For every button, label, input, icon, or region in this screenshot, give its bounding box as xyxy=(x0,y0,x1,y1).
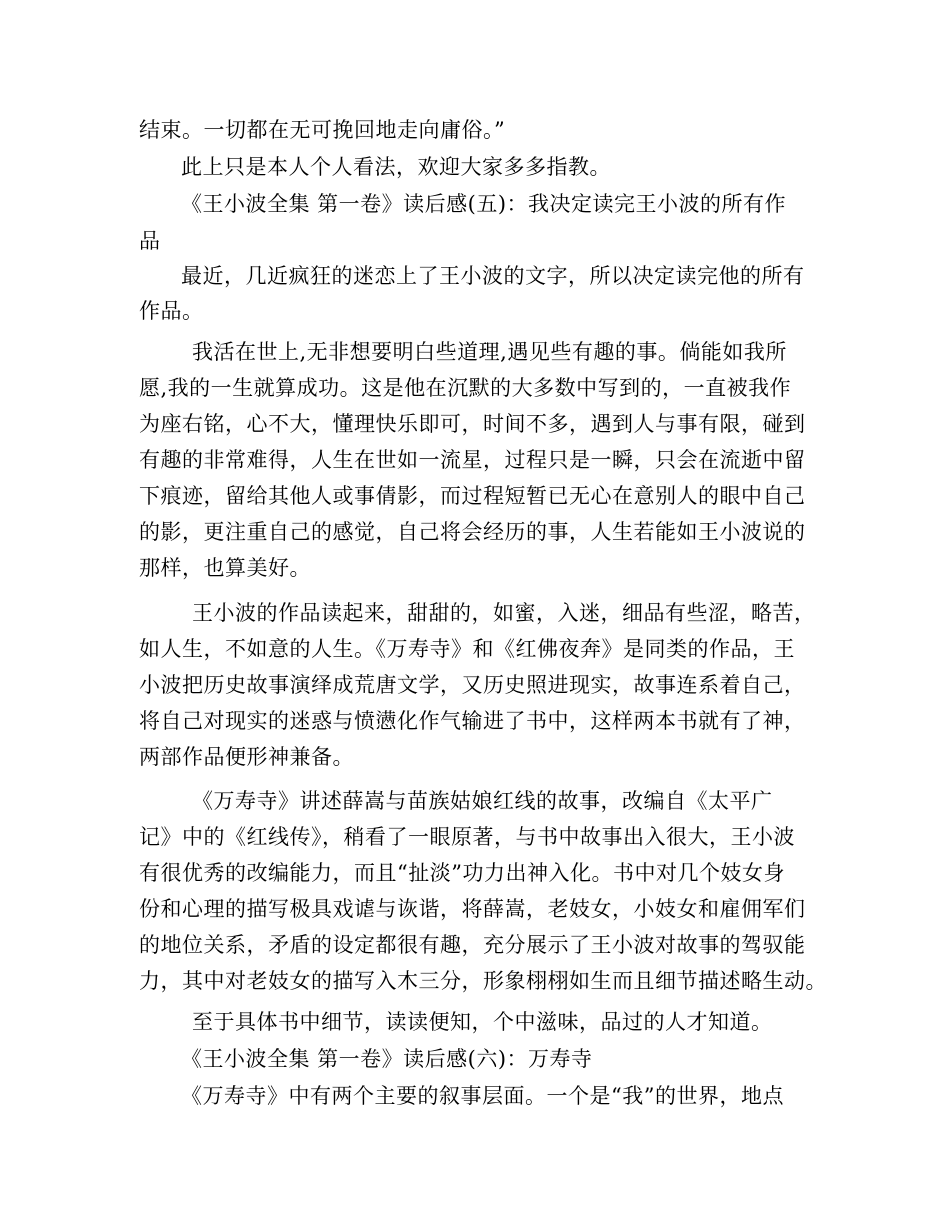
text-line: 《万寿寺》讲述薛嵩与苗族姑娘红线的故事，改编自《太平广 xyxy=(192,789,773,813)
text-line: 《万寿寺》中有两个主要的叙事层面。一个是“我”的世界，地点 xyxy=(181,1084,784,1108)
text-line: 力，其中对老妓女的描写入木三分，形象栩栩如生而且细节描述略生动。 xyxy=(139,969,827,993)
text-line: 为座右铭，心不大，懂理快乐即可，时间不多，遇到人与事有限，碰到 xyxy=(139,412,806,436)
section-heading: 《王小波全集 第一卷》读后感(五)：我决定读完王小波的所有作 xyxy=(181,192,787,216)
text-line: 两部作品便形神兼备。 xyxy=(139,745,354,769)
text-line: 至于具体书中细节，读读便知，个中滋味，品过的人才知道。 xyxy=(192,1010,773,1034)
text-line: 小波把历史故事演绎成荒唐文学，又历史照进现实，故事连系着自己， xyxy=(139,673,806,697)
text-line: 那样，也算美好。 xyxy=(139,556,311,580)
text-line: 的影，更注重自己的感觉，自己将会经历的事，人生若能如王小波说的 xyxy=(139,520,806,544)
text-line: 的地位关系，矛盾的设定都很有趣，充分展示了王小波对故事的驾驭能 xyxy=(139,933,806,957)
text-line: 最近，几近疯狂的迷恋上了王小波的文字，所以决定读完他的所有 xyxy=(181,264,805,288)
text-line: 作品。 xyxy=(139,299,204,323)
section-heading-continued: 品 xyxy=(139,229,161,253)
text-line: 份和心理的描写极具戏谑与诙谐，将薛嵩，老妓女，小妓女和雇佣军们 xyxy=(139,897,806,921)
text-line: 此上只是本人个人看法，欢迎大家多多指教。 xyxy=(181,155,611,179)
text-line: 结束。一切都在无可挽回地走向庸俗。” xyxy=(139,118,506,142)
text-line: 我活在世上,无非想要明白些道理,遇见些有趣的事。倘能如我所 xyxy=(192,340,787,364)
text-line: 有很优秀的改编能力，而且“扯淡”功力出神入化。书中对几个妓女身 xyxy=(139,861,785,885)
text-line: 王小波的作品读起来，甜甜的，如蜜，入迷，细品有些涩，略苦， xyxy=(192,601,816,625)
section-heading: 《王小波全集 第一卷》读后感(六)：万寿寺 xyxy=(181,1047,593,1071)
text-line: 记》中的《红线传》，稍看了一眼原著，与书中故事出入很大，王小波 xyxy=(139,825,795,849)
text-line: 下痕迹，留给其他人或事倩影，而过程短暂已无心在意别人的眼中自己 xyxy=(139,484,806,508)
text-line: 将自己对现实的迷惑与愤懑化作气输进了书中，这样两本书就有了神， xyxy=(139,709,806,733)
text-line: 愿,我的一生就算成功。这是他在沉默的大多数中写到的，一直被我作 xyxy=(139,376,792,400)
text-line: 有趣的非常难得，人生在世如一流星，过程只是一瞬，只会在流逝中留 xyxy=(139,448,806,472)
text-line: 如人生，不如意的人生。《万寿寺》和《红佛夜奔》是同类的作品，王 xyxy=(139,637,795,661)
